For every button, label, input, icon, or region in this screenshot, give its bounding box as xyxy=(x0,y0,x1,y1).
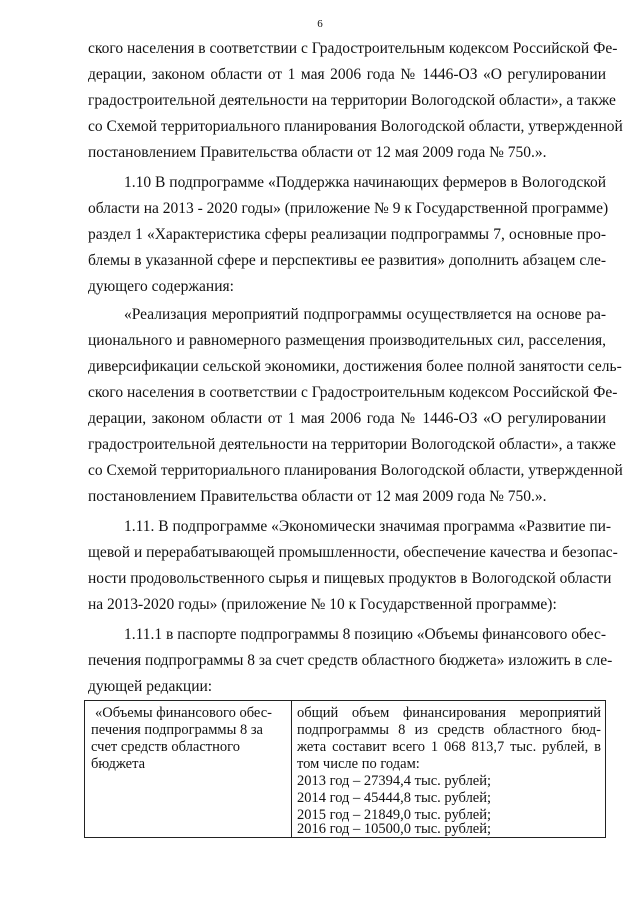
body-line: раздел 1 «Характеристика сферы реализации подпрограммы 7, основные про- xyxy=(88,226,606,243)
body-line: 1.10 В подпрограмме «Поддержка начинающих фермеров в Вологодской xyxy=(124,174,606,191)
body-line: постановлением Правительства области от 12 мая 2009 года № 750.». xyxy=(88,144,547,161)
table-column-divider xyxy=(291,701,292,837)
body-line: дующей редакции: xyxy=(88,678,213,695)
table-left-cell-line: бюджета xyxy=(91,756,146,772)
body-line: области на 2013 - 2020 годы» (приложение № 9 к Государственной программе) xyxy=(88,200,609,217)
body-line: со Схемой территориального планирования Вологодской области, утвержденной xyxy=(88,118,623,135)
body-line: постановлением Правительства области от 12 мая 2009 года № 750.». xyxy=(88,488,547,505)
body-line: блемы в указанной сфере и перспективы ее развития» дополнить абзацем сле- xyxy=(88,252,606,269)
financing-table xyxy=(84,700,606,838)
body-line: 1.11. В подпрограмме «Экономически значимая программа «Развитие пи- xyxy=(124,518,612,535)
body-line: печения подпрограммы 8 за счет средств областного бюджета» изложить в сле- xyxy=(88,652,613,669)
table-left-cell-line: «Объемы финансового обес- xyxy=(95,705,272,721)
body-line: градостроительной деятельности на территории Вологодской области», а также xyxy=(88,436,616,453)
body-line: ского населения в соответствии с Градостроительным кодексом Российской Фе- xyxy=(88,40,618,57)
body-line: со Схемой территориального планирования Вологодской области, утвержденной xyxy=(88,462,623,479)
table-right-cell-line: подпрограммы 8 из средств областного бюд- xyxy=(297,722,601,738)
body-line: ционального и равномерного размещения производительных сил, расселения, xyxy=(88,332,606,349)
body-line: диверсификации сельской экономики, достижения более полной занятости сель- xyxy=(88,358,622,375)
table-right-cell-line: 2013 год – 27394,4 тыс. рублей; xyxy=(297,773,492,789)
table-right-cell-line: 2015 год – 21849,0 тыс. рублей; xyxy=(297,807,492,823)
table-right-cell-line: том числе по годам: xyxy=(297,756,420,772)
table-right-cell-line: общий объем финансирования мероприятий xyxy=(297,705,601,721)
table-left-cell-line: счет средств областного xyxy=(91,739,240,755)
body-line: щевой и перерабатывающей промышленности, обеспечение качества и безопас- xyxy=(88,544,618,561)
body-line: градостроительной деятельности на территории Вологодской области», а также xyxy=(88,92,616,109)
body-line: на 2013-2020 годы» (приложение № 10 к Государственной программе): xyxy=(88,596,557,613)
table-right-cell-line: 2016 год – 10500,0 тыс. рублей; xyxy=(297,821,492,837)
body-line: ности продовольственного сырья и пищевых продуктов в Вологодской области xyxy=(88,570,612,587)
table-right-cell-line: жета составит всего 1 068 813,7 тыс. рублей, в xyxy=(297,739,601,755)
body-line: 1.11.1 в паспорте подпрограммы 8 позицию «Объемы финансового обес- xyxy=(124,626,606,643)
body-line: дерации, законом области от 1 мая 2006 года № 1446-ОЗ «О регулировании xyxy=(88,410,606,427)
table-left-cell-line: печения подпрограммы 8 за xyxy=(91,722,263,738)
body-line: ского населения в соответствии с Градостроительным кодексом Российской Фе- xyxy=(88,384,618,401)
page-number: 6 xyxy=(317,18,323,30)
body-line: «Реализация мероприятий подпрограммы осуществляется на основе ра- xyxy=(124,306,606,323)
body-line: дующего содержания: xyxy=(88,278,234,295)
body-line: дерации, законом области от 1 мая 2006 года № 1446-ОЗ «О регулировании xyxy=(88,66,606,83)
table-right-cell-line: 2014 год – 45444,8 тыс. рублей; xyxy=(297,790,492,806)
